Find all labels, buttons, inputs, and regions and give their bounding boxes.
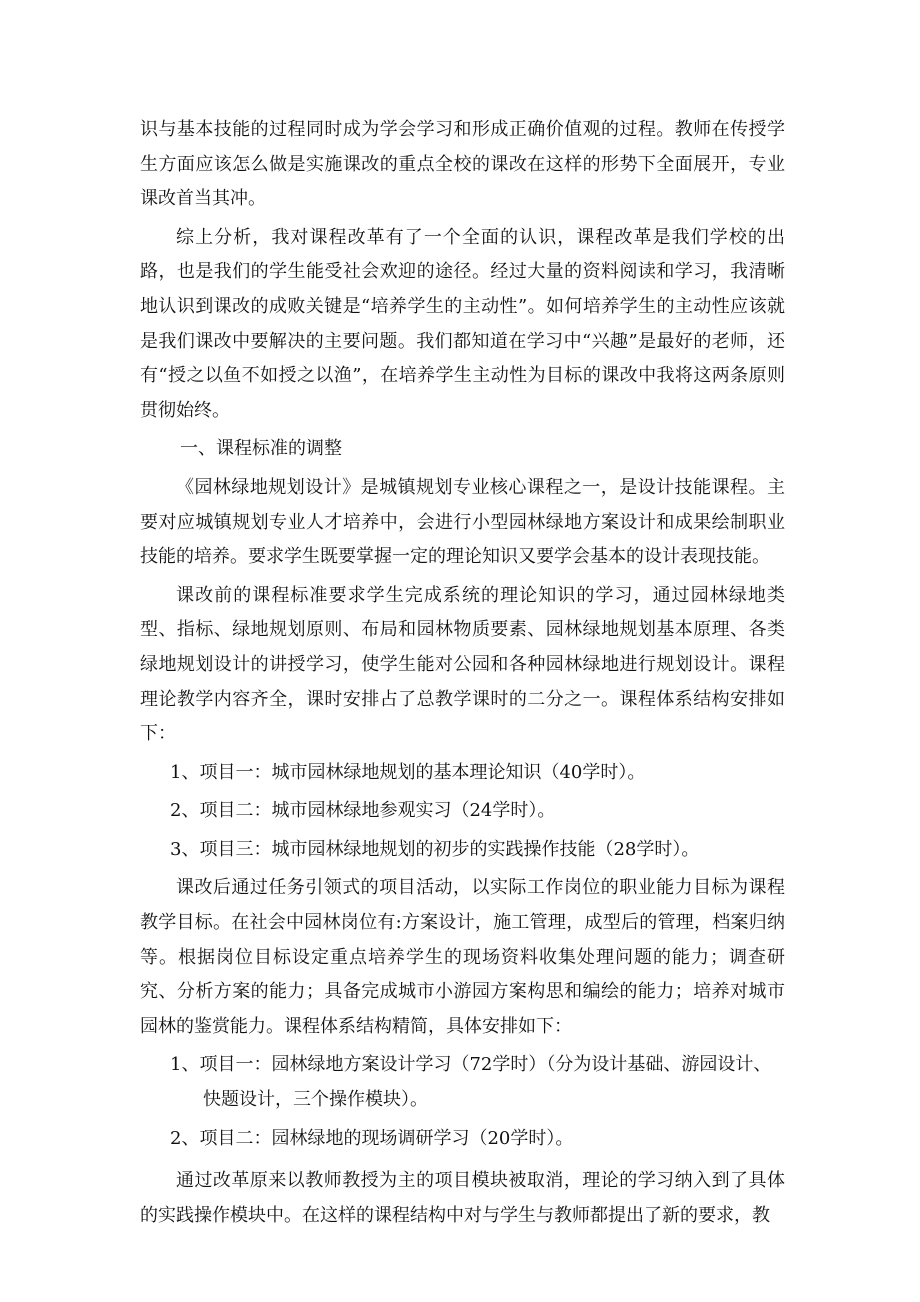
list-item-after-1: 1、项目一：园林绿地方案设计学习（72学时）（分为设计基础、游园设计、 — [170, 1054, 772, 1076]
paragraph-conclusion: 通过改革原来以教师教授为主的项目模块被取消，理论的学习纳入到了具体的实践操作模块中。在这样的课程结构中对与学生与教师都提出了新的要求，教 — [140, 1170, 785, 1226]
document-body — [140, 113, 785, 1233]
list-item-after-2: 2、项目二：园林绿地的现场调研学习（20学时）。 — [170, 1127, 574, 1149]
paragraph-intro: 识与基本技能的过程同时成为学会学习和形成正确价值观的过程。教师在传授学生方面应该怎么做是实施课改的重点全校的课改在这样的形势下全面展开，专业课改首当其冲。 — [140, 119, 785, 210]
section-heading: 一、课程标准的调整 — [180, 438, 342, 460]
paragraph-summary: 综上分析，我对课程改革有了一个全面的认识，课程改革是我们学校的出路，也是我们的学生能受社会欢迎的途径。经过大量的资料阅读和学习，我清晰地认识到课改的成败关键是“培养学生的主动性”。如何培养学生的主动性应该就是我们课改中要解决的主要问题。我们都知道在学习中“兴趣”是最好的老师，还有“授之以鱼不如授之以渔”，在培养学生主动性为目标的课改中我将这两条原则贯彻始终。 — [140, 226, 785, 421]
list-item-before-2: 2、项目二：城市园林绿地参观实习（24学时）。 — [170, 800, 556, 822]
list-item-before-3: 3、项目三：城市园林绿地规划的初步的实践操作技能（28学时）。 — [170, 838, 700, 860]
paragraph-before-reform: 课改前的课程标准要求学生完成系统的理论知识的学习，通过园林绿地类型、指标、绿地规划原则、布局和园林物质要素、园林绿地规划基本原理、各类绿地规划设计的讲授学习，使学生能对公园和各种园林绿地进行规划设计。课程理论教学内容齐全，课时安排占了总教学课时的二分之一。课程体系结构安排如下： — [140, 584, 785, 745]
paragraph-course-intro: 《园林绿地规划设计》是城镇规划专业核心课程之一，是设计技能课程。主要对应城镇规划专业人才培养中，会进行小型园林绿地方案设计和成果绘制职业技能的培养。要求学生既要掌握一定的理论知识又要学会基本的设计表现技能。 — [140, 476, 785, 568]
list-item-after-1-continued: 快题设计，三个操作模块）。 — [203, 1089, 428, 1111]
list-item-before-1: 1、项目一：城市园林绿地规划的基本理论知识（40学时）。 — [170, 761, 646, 783]
paragraph-after-reform: 课改后通过任务引领式的项目活动，以实际工作岗位的职业能力目标为课程教学目标。在社会中园林岗位有:方案设计，施工管理，成型后的管理，档案归纳等。根据岗位目标设定重点培养学生的现场资料收集处理问题的能力；调查研究、分析方案的能力；具备完成城市小游园方案构思和编绘的能力；培养对城市园林的鉴赏能力。课程体系结构精简，具体安排如下： — [140, 877, 785, 1037]
